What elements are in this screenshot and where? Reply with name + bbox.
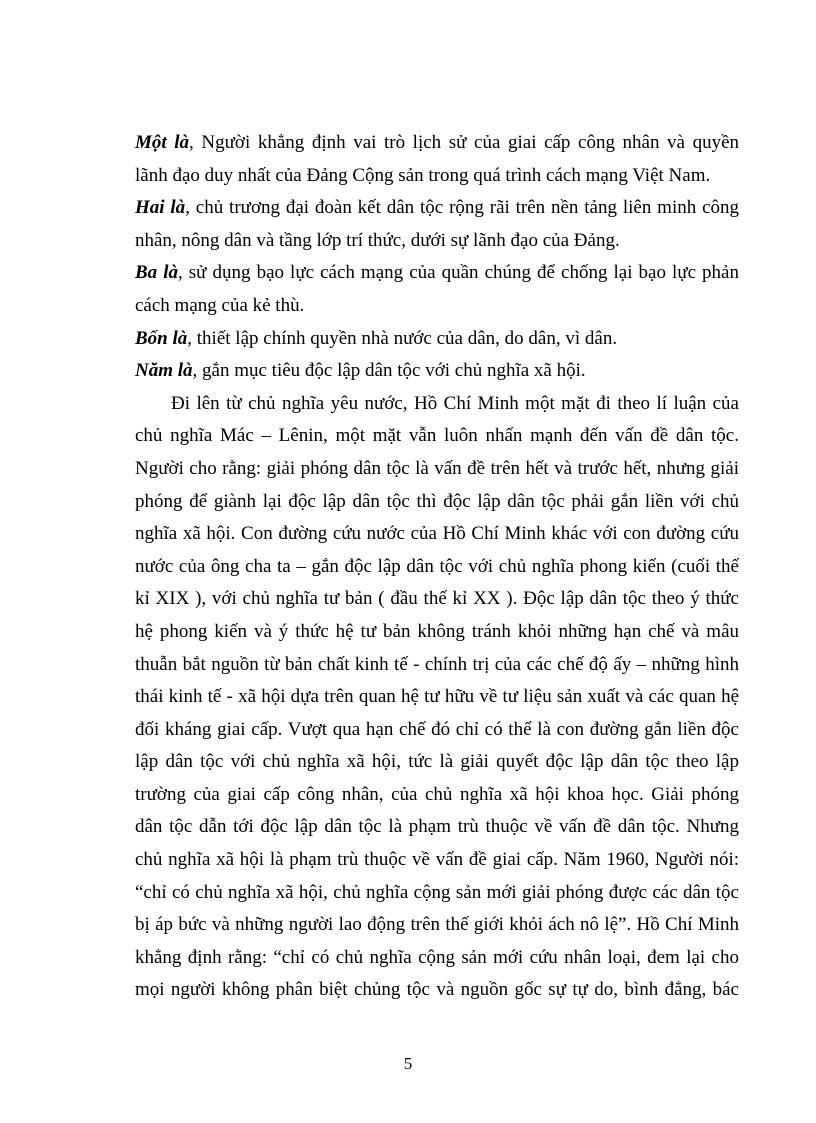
paragraph-line: đối kháng giai cấp. Vượt qua hạn chế đó chỉ có thể là con đường gắn liền độc (135, 718, 739, 740)
point-four-lead: Bốn là (135, 327, 188, 349)
paragraph-line: chủ nghĩa Mác – Lênin, một mặt vẫn luôn nhấn mạnh đến vấn đề dân tộc. (135, 425, 739, 447)
point-five (135, 355, 739, 388)
point-two-lead: Hai là (135, 197, 186, 219)
point-three-lead: Ba là (135, 262, 178, 284)
point-two-continuation: nhân, nông dân và tầng lớp trí thức, dưới sự lãnh đạo của Đảng. (135, 229, 620, 251)
point-five-text: , gắn mục tiêu độc lập dân tộc với chủ nghĩa xã hội. (192, 360, 586, 382)
point-two (135, 192, 739, 225)
paragraph-line: nghĩa xã hội. Con đường cứu nước của Hồ Chí Minh khác với con đường cứu (135, 523, 739, 545)
point-one (135, 127, 739, 160)
paragraph-line: trường của giai cấp công nhân, của chủ nghĩa xã hội khoa học. Giải phóng (135, 783, 739, 805)
paragraph-line: kỉ XIX ), với chủ nghĩa tư bản ( đầu thế kỉ XX ). Độc lập dân tộc theo ý thức (135, 588, 739, 610)
point-five-lead: Năm là (135, 360, 193, 382)
paragraph-line: “chỉ có chủ nghĩa xã hội, chủ nghĩa cộng sản mới giải phóng được các dân tộc (135, 881, 739, 903)
paragraph-line: khẳng định rằng: “chỉ có chủ nghĩa cộng sản mới cứu nhân loại, đem lại cho (135, 946, 739, 968)
paragraph-line: Người cho rằng: giải phóng dân tộc là vấn đề trên hết và trước hết, nhưng giải (135, 457, 739, 479)
point-one-text: , Người khẳng định vai trò lịch sử của giai cấp công nhân và quyền (189, 132, 740, 153)
paragraph-line: chủ nghĩa xã hội là phạm trù thuộc về vấn đề giai cấp. Năm 1960, Người nói: (135, 849, 739, 871)
point-three (135, 257, 739, 290)
point-one-continuation: lãnh đạo duy nhất của Đảng Cộng sản trong quá trình cách mạng Việt Nam. (135, 164, 711, 186)
paragraph-line: mọi người không phân biệt chủng tộc và nguồn gốc sự tự do, bình đẳng, bác (135, 979, 739, 1001)
paragraph-line: thái kinh tế - xã hội dựa trên quan hệ tư hữu về tư liệu sản xuất và các quan hệ (135, 686, 739, 708)
main-paragraph (135, 388, 739, 1007)
body-text (135, 127, 739, 1007)
paragraph-line: phóng để giành lại độc lập dân tộc thì độc lập dân tộc phải gắn liền với chủ (135, 490, 739, 512)
paragraph-line: dân tộc dẫn tới độc lập dân tộc là phạm trù thuộc về vấn đề dân tộc. Nhưng (135, 816, 739, 838)
point-three-text: , sử dụng bạo lực cách mạng của quần chúng để chống lại bạo lực phản (178, 262, 739, 284)
paragraph-line: thuẫn bắt nguồn từ bản chất kinh tế - chính trị của các chế độ ấy – những hình (135, 653, 739, 675)
paragraph-line: bị áp bức và những người lao động trên thế giới khỏi ách nô lệ”. Hồ Chí Minh (135, 914, 739, 936)
paragraph-line: Đi lên từ chủ nghĩa yêu nước, Hồ Chí Minh một mặt đi theo lí luận của (171, 392, 739, 414)
point-two-text: , chủ trương đại đoàn kết dân tộc rộng rãi trên nền tảng liên minh công (185, 197, 739, 219)
point-one-lead: Một là (135, 132, 190, 153)
paragraph-line: nước của ông cha ta – gắn độc lập dân tộc với chủ nghĩa phong kiến (cuối thế (135, 555, 739, 577)
point-three-continuation: cách mạng của kẻ thù. (135, 294, 305, 316)
paragraph-line: hệ phong kiến và ý thức hệ tư bản không tránh khỏi những hạn chế và mâu (135, 620, 739, 642)
point-four (135, 323, 739, 356)
point-four-text: , thiết lập chính quyền nhà nước của dân, do dân, vì dân. (187, 327, 618, 349)
page-number: 5 (403, 1054, 413, 1073)
paragraph-line: lập dân tộc với chủ nghĩa xã hội, tức là giải quyết độc lập dân tộc theo lập (135, 751, 739, 773)
